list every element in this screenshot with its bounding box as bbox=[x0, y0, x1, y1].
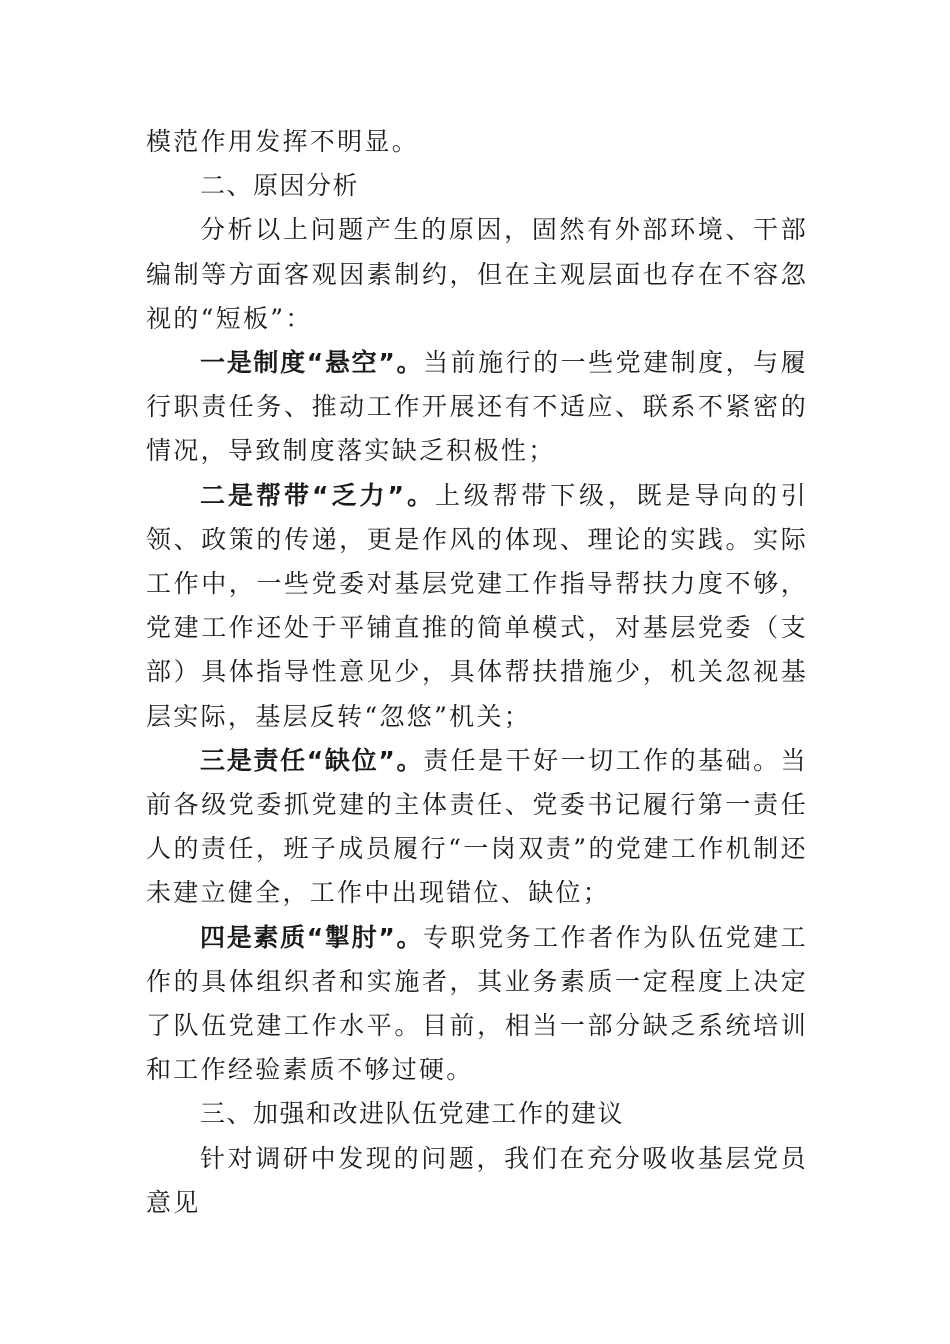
point-paragraph-responsibility: 三是责任“缺位”。责任是干好一切工作的基础。当前各级党委抓党建的主体责任、党委书记履行第一责任人的责任，班子成员履行“一岗双责”的党建工作机制还未建立健全，工作中出现错位、缺位； bbox=[146, 745, 808, 908]
point-paragraph-system: 一是制度“悬空”。当前施行的一些党建制度，与履行职责任务、推动工作开展还有不适应、联系不紧密的情况，导致制度落实缺乏积极性； bbox=[146, 348, 808, 466]
point-lead: 三是责任“缺位”。 bbox=[200, 745, 424, 775]
point-paragraph-guidance: 二是帮带“乏力”。上级帮带下级，既是导向的引领、政策的传递，更是作风的体现、理论的实践。实际工作中，一些党委对基层党建工作指导帮扶力度不够，党建工作还处于平铺直推的简单模式，对基层党委（支部）具体指导性意见少，具体帮扶措施少，机关忽视基层实际，基层反转“忽悠”机关； bbox=[146, 480, 808, 731]
point-lead: 二是帮带“乏力”。 bbox=[200, 480, 435, 510]
document-body bbox=[146, 120, 808, 1225]
continuation-paragraph: 模范作用发挥不明显。 bbox=[146, 127, 420, 156]
point-lead: 一是制度“悬空”。 bbox=[200, 348, 424, 378]
point-lead: 四是素质“掣肘”。 bbox=[200, 922, 424, 952]
body-paragraph: 针对调研中发现的问题，我们在充分吸收基层党员意见 bbox=[146, 1143, 808, 1217]
point-paragraph-quality: 四是素质“掣肘”。专职党务工作者作为队伍党建工作的具体组织者和实施者，其业务素质一定程度上决定了队伍党建工作水平。目前，相当一部分缺乏系统培训和工作经验素质不够过硬。 bbox=[146, 922, 808, 1085]
section-heading-suggestions: 三、加强和改进队伍党建工作的建议 bbox=[200, 1099, 625, 1129]
section-heading-cause-analysis: 二、原因分析 bbox=[200, 171, 360, 201]
body-paragraph: 分析以上问题产生的原因，固然有外部环境、干部编制等方面客观因素制约，但在主观层面也存在不容忽视的“短板”： bbox=[146, 215, 808, 333]
